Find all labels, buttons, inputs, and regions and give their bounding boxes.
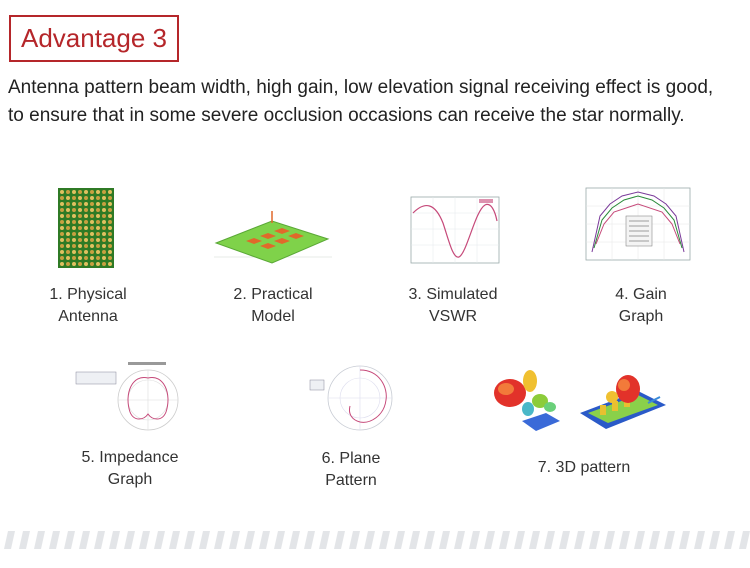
gain-plot-icon [582, 186, 694, 268]
figure-caption-3: 3. Simulated VSWR [408, 286, 498, 325]
figure-caption-7: 7. 3D pattern [537, 459, 631, 476]
section-title-box [9, 15, 179, 62]
3d-pattern-render-icon [488, 367, 670, 437]
decorative-stripe-bar [0, 529, 750, 551]
figure-caption-6: 6. Plane Pattern [321, 450, 381, 489]
antenna-model-icon [212, 205, 334, 267]
figure-caption-4: 4. Gain Graph [615, 286, 667, 325]
figure-caption-2: 2. Practical Model [233, 286, 313, 325]
figure-caption-1: 1. Physical Antenna [49, 286, 127, 325]
description-text: Antenna pattern beam width, high gain, low elevation signal receiving effect is good, to ensure that in some severe occlusion occasions can receive the star normally. [8, 77, 714, 126]
figure-caption-5: 5. Impedance Graph [81, 449, 179, 488]
plane-pattern-chart-icon [308, 358, 400, 438]
section-title: Advantage 3 [20, 23, 167, 53]
vswr-plot-icon [405, 193, 503, 273]
impedance-chart-icon [72, 356, 188, 438]
antenna-photo-icon [58, 188, 114, 268]
